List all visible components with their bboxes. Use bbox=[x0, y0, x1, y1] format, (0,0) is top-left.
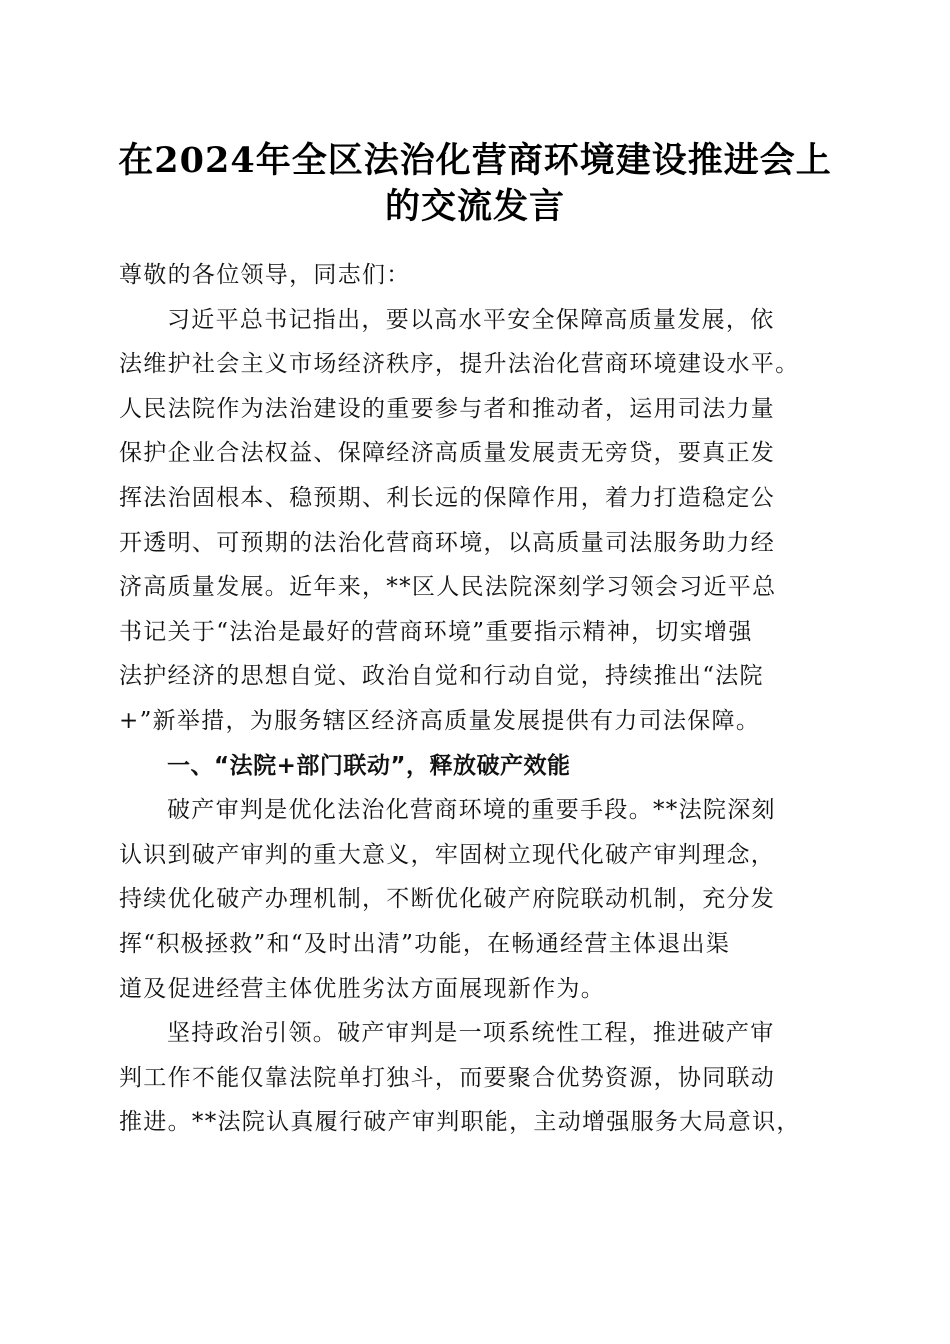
paragraph-line: 法护经济的思想自觉、政治自觉和行动自觉，持续推出“法院 bbox=[119, 663, 764, 690]
salutation: 尊敬的各位领导，同志们： bbox=[119, 262, 411, 288]
paragraph-line: 挥法治固根本、稳预期、利长远的保障作用，着力打造稳定公 bbox=[119, 484, 776, 511]
paragraph-intro bbox=[119, 298, 834, 744]
paragraph-line: 破产审判是优化法治化营商环境的重要手段。**法院深刻 bbox=[167, 797, 776, 824]
paragraph-line: 开透明、可预期的法治化营商环境，以高质量司法服务助力经 bbox=[119, 529, 776, 556]
paragraph-line: 书记关于“法治是最好的营商环境”重要指示精神，切实增强 bbox=[119, 618, 753, 645]
paragraph-line: 认识到破产审判的重大意义，牢固树立现代化破产审判理念， bbox=[119, 841, 776, 868]
paragraph-line: 挥“积极拯救”和“及时出清”功能，在畅通经营主体退出渠 bbox=[119, 930, 731, 957]
paragraph-line: 习近平总书记指出，要以高水平安全保障高质量发展，依 bbox=[167, 306, 775, 333]
title-line-2: 的交流发言 bbox=[384, 186, 565, 227]
paragraph-line: 推进。**法院认真履行破产审判职能，主动增强服务大局意识， bbox=[119, 1109, 801, 1136]
title-line-1: 在2024年全区法治化营商环境建设推进会上 bbox=[118, 140, 832, 181]
section-heading-1: 一、“法院+部门联动”，释放破产效能 bbox=[167, 752, 571, 779]
paragraph-line: 保护企业合法权益、保障经济高质量发展责无旁贷，要真正发 bbox=[119, 440, 776, 467]
paragraph-line: 人民法院作为法治建设的重要参与者和推动者，运用司法力量 bbox=[119, 395, 776, 422]
paragraph-line: 坚持政治引领。破产审判是一项系统性工程，推进破产审 bbox=[167, 1020, 775, 1047]
paragraph-line: 持续优化破产办理机制，不断优化破产府院联动机制，充分发 bbox=[119, 886, 776, 913]
paragraph-bankruptcy bbox=[119, 788, 834, 1011]
paragraph-line: 法维护社会主义市场经济秩序，提升法治化营商环境建设水平。 bbox=[119, 351, 800, 378]
paragraph-line: 道及促进经营主体优胜劣汰方面展现新作为。 bbox=[119, 975, 605, 1002]
paragraph-political-guidance bbox=[119, 1011, 834, 1145]
document-title bbox=[0, 138, 950, 230]
paragraph-line: +”新举措，为服务辖区经济高质量发展提供有力司法保障。 bbox=[119, 707, 761, 734]
document-body bbox=[119, 253, 834, 1145]
paragraph-line: 济高质量发展。近年来，**区人民法院深刻学习领会习近平总 bbox=[119, 574, 777, 601]
paragraph-line: 判工作不能仅靠法院单打独斗，而要聚合优势资源，协同联动 bbox=[119, 1064, 776, 1091]
